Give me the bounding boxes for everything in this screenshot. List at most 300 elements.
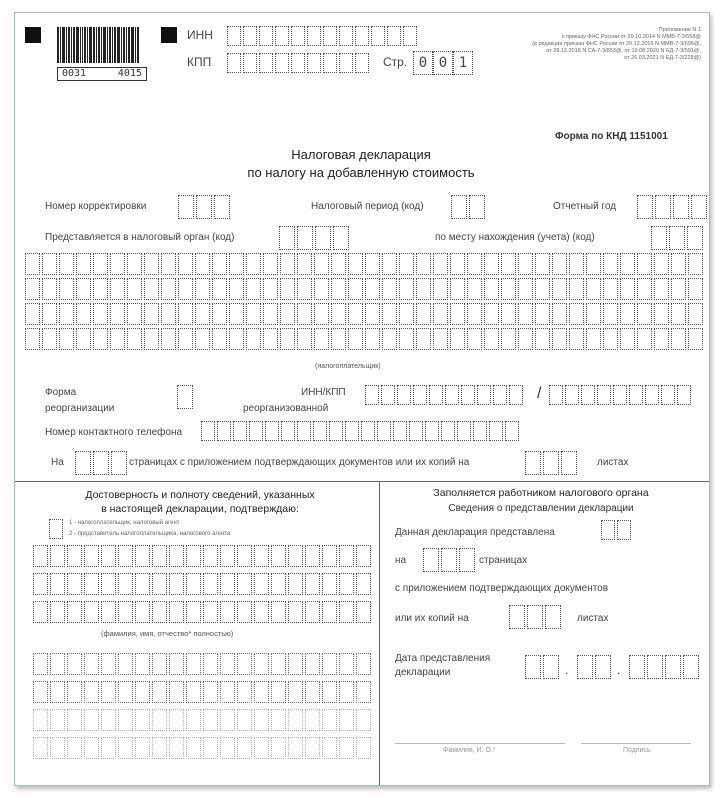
char-cell[interactable] <box>518 328 533 350</box>
signer-type-cell[interactable] <box>49 519 65 539</box>
char-cell[interactable] <box>305 709 320 731</box>
char-cell[interactable] <box>229 278 244 300</box>
char-cell[interactable] <box>322 653 337 675</box>
char-cell[interactable] <box>688 328 703 350</box>
char-cell[interactable] <box>356 681 371 703</box>
char-cell[interactable] <box>314 303 329 325</box>
char-cell[interactable] <box>186 573 201 595</box>
char-cell[interactable] <box>382 278 397 300</box>
char-cell[interactable] <box>101 681 116 703</box>
char-cell[interactable] <box>288 545 303 567</box>
char-cell[interactable] <box>416 303 431 325</box>
char-cell[interactable] <box>620 328 635 350</box>
char-cell[interactable] <box>246 253 261 275</box>
char-cell[interactable] <box>246 278 261 300</box>
submitted-code-cells[interactable] <box>601 520 633 540</box>
char-cell[interactable] <box>263 278 278 300</box>
char-cell[interactable] <box>220 681 235 703</box>
char-cell[interactable] <box>135 681 150 703</box>
char-cell[interactable] <box>416 278 431 300</box>
char-cell[interactable] <box>288 681 303 703</box>
char-cell[interactable] <box>195 278 210 300</box>
char-cell[interactable] <box>152 709 167 731</box>
char-cell[interactable] <box>93 303 108 325</box>
char-cell[interactable] <box>135 545 150 567</box>
char-cell[interactable] <box>42 303 57 325</box>
char-cell[interactable] <box>552 253 567 275</box>
char-cell[interactable] <box>339 709 354 731</box>
char-cell[interactable] <box>203 737 218 759</box>
char-cell[interactable] <box>67 545 82 567</box>
char-cell[interactable] <box>101 601 116 623</box>
char-cell[interactable] <box>50 601 65 623</box>
char-cell[interactable] <box>50 573 65 595</box>
char-cell[interactable] <box>84 545 99 567</box>
char-cell[interactable] <box>237 709 252 731</box>
char-cell[interactable] <box>237 545 252 567</box>
rep-row-4[interactable] <box>33 737 373 759</box>
char-cell[interactable] <box>178 253 193 275</box>
rep-row-1[interactable] <box>33 653 373 675</box>
char-cell[interactable] <box>169 681 184 703</box>
char-cell[interactable] <box>67 709 82 731</box>
char-cell[interactable] <box>339 737 354 759</box>
char-cell[interactable] <box>93 278 108 300</box>
char-cell[interactable] <box>637 303 652 325</box>
char-cell[interactable] <box>33 573 48 595</box>
char-cell[interactable] <box>186 653 201 675</box>
location-cells[interactable] <box>651 226 705 250</box>
rep-row-2[interactable] <box>33 681 373 703</box>
char-cell[interactable] <box>356 545 371 567</box>
fio-row-1[interactable] <box>33 545 373 567</box>
char-cell[interactable] <box>433 253 448 275</box>
char-cell[interactable] <box>101 653 116 675</box>
char-cell[interactable] <box>501 328 516 350</box>
char-cell[interactable] <box>671 253 686 275</box>
char-cell[interactable] <box>254 573 269 595</box>
char-cell[interactable] <box>586 303 601 325</box>
char-cell[interactable] <box>569 278 584 300</box>
char-cell[interactable] <box>25 303 40 325</box>
taxpayer-row-4[interactable] <box>25 328 705 350</box>
char-cell[interactable] <box>322 601 337 623</box>
char-cell[interactable] <box>50 653 65 675</box>
char-cell[interactable] <box>314 328 329 350</box>
char-cell[interactable] <box>212 253 227 275</box>
char-cell[interactable] <box>603 253 618 275</box>
char-cell[interactable] <box>339 573 354 595</box>
char-cell[interactable] <box>399 253 414 275</box>
char-cell[interactable] <box>586 253 601 275</box>
char-cell[interactable] <box>637 278 652 300</box>
char-cell[interactable] <box>110 328 125 350</box>
char-cell[interactable] <box>203 653 218 675</box>
char-cell[interactable] <box>67 573 82 595</box>
char-cell[interactable] <box>254 545 269 567</box>
char-cell[interactable] <box>84 601 99 623</box>
reorg-inn-cells[interactable] <box>365 385 525 405</box>
char-cell[interactable] <box>280 328 295 350</box>
char-cell[interactable] <box>135 653 150 675</box>
char-cell[interactable] <box>93 328 108 350</box>
char-cell[interactable] <box>101 545 116 567</box>
char-cell[interactable] <box>535 278 550 300</box>
char-cell[interactable] <box>365 253 380 275</box>
char-cell[interactable] <box>305 653 320 675</box>
taxpayer-name-grid[interactable] <box>25 253 705 350</box>
char-cell[interactable] <box>169 709 184 731</box>
char-cell[interactable] <box>127 328 142 350</box>
char-cell[interactable] <box>356 653 371 675</box>
char-cell[interactable] <box>467 328 482 350</box>
tax-authority-cells[interactable] <box>279 226 351 250</box>
taxpayer-row-1[interactable] <box>25 253 705 275</box>
char-cell[interactable] <box>569 328 584 350</box>
char-cell[interactable] <box>186 601 201 623</box>
char-cell[interactable] <box>135 573 150 595</box>
char-cell[interactable] <box>280 253 295 275</box>
pages-count-cells[interactable] <box>75 451 129 475</box>
char-cell[interactable] <box>84 737 99 759</box>
char-cell[interactable] <box>135 737 150 759</box>
char-cell[interactable] <box>25 328 40 350</box>
char-cell[interactable] <box>348 278 363 300</box>
char-cell[interactable] <box>169 601 184 623</box>
char-cell[interactable] <box>271 681 286 703</box>
char-cell[interactable] <box>263 253 278 275</box>
char-cell[interactable] <box>535 253 550 275</box>
char-cell[interactable] <box>42 278 57 300</box>
char-cell[interactable] <box>169 573 184 595</box>
char-cell[interactable] <box>42 253 57 275</box>
char-cell[interactable] <box>322 681 337 703</box>
char-cell[interactable] <box>339 601 354 623</box>
char-cell[interactable] <box>186 709 201 731</box>
char-cell[interactable] <box>67 737 82 759</box>
char-cell[interactable] <box>356 737 371 759</box>
char-cell[interactable] <box>76 328 91 350</box>
char-cell[interactable] <box>169 653 184 675</box>
char-cell[interactable] <box>84 573 99 595</box>
kpp-cells[interactable] <box>227 53 371 73</box>
char-cell[interactable] <box>339 545 354 567</box>
char-cell[interactable] <box>76 278 91 300</box>
char-cell[interactable] <box>229 303 244 325</box>
char-cell[interactable] <box>271 545 286 567</box>
char-cell[interactable] <box>127 278 142 300</box>
char-cell[interactable] <box>42 328 57 350</box>
char-cell[interactable] <box>59 328 74 350</box>
char-cell[interactable] <box>484 303 499 325</box>
char-cell[interactable] <box>552 278 567 300</box>
char-cell[interactable] <box>305 545 320 567</box>
char-cell[interactable] <box>450 328 465 350</box>
char-cell[interactable] <box>552 328 567 350</box>
char-cell[interactable] <box>280 303 295 325</box>
char-cell[interactable] <box>84 681 99 703</box>
char-cell[interactable] <box>152 681 167 703</box>
char-cell[interactable] <box>433 303 448 325</box>
char-cell[interactable] <box>331 278 346 300</box>
char-cell[interactable] <box>356 573 371 595</box>
char-cell[interactable] <box>220 601 235 623</box>
char-cell[interactable] <box>118 653 133 675</box>
office-pages-cells[interactable] <box>423 548 477 572</box>
char-cell[interactable] <box>535 303 550 325</box>
char-cell[interactable] <box>399 328 414 350</box>
char-cell[interactable] <box>501 303 516 325</box>
char-cell[interactable] <box>671 328 686 350</box>
char-cell[interactable] <box>535 328 550 350</box>
char-cell[interactable] <box>203 545 218 567</box>
rep-row-3[interactable] <box>33 709 373 731</box>
char-cell[interactable] <box>467 253 482 275</box>
char-cell[interactable] <box>586 278 601 300</box>
representative-grid[interactable] <box>33 653 373 759</box>
char-cell[interactable] <box>569 253 584 275</box>
char-cell[interactable] <box>688 253 703 275</box>
char-cell[interactable] <box>603 303 618 325</box>
char-cell[interactable] <box>178 303 193 325</box>
char-cell[interactable] <box>348 328 363 350</box>
char-cell[interactable] <box>467 278 482 300</box>
char-cell[interactable] <box>50 737 65 759</box>
char-cell[interactable] <box>263 303 278 325</box>
char-cell[interactable] <box>152 653 167 675</box>
char-cell[interactable] <box>271 709 286 731</box>
char-cell[interactable] <box>569 303 584 325</box>
taxpayer-row-3[interactable] <box>25 303 705 325</box>
char-cell[interactable] <box>254 601 269 623</box>
char-cell[interactable] <box>305 737 320 759</box>
date-day-cells[interactable] <box>525 655 561 679</box>
char-cell[interactable] <box>101 737 116 759</box>
char-cell[interactable] <box>161 303 176 325</box>
char-cell[interactable] <box>654 328 669 350</box>
char-cell[interactable] <box>229 328 244 350</box>
char-cell[interactable] <box>237 573 252 595</box>
char-cell[interactable] <box>288 573 303 595</box>
char-cell[interactable] <box>169 545 184 567</box>
char-cell[interactable] <box>433 328 448 350</box>
char-cell[interactable] <box>297 303 312 325</box>
char-cell[interactable] <box>314 253 329 275</box>
char-cell[interactable] <box>152 545 167 567</box>
char-cell[interactable] <box>101 709 116 731</box>
char-cell[interactable] <box>263 328 278 350</box>
char-cell[interactable] <box>118 573 133 595</box>
char-cell[interactable] <box>110 253 125 275</box>
char-cell[interactable] <box>382 328 397 350</box>
char-cell[interactable] <box>620 303 635 325</box>
char-cell[interactable] <box>152 601 167 623</box>
char-cell[interactable] <box>237 653 252 675</box>
char-cell[interactable] <box>25 278 40 300</box>
char-cell[interactable] <box>484 253 499 275</box>
tax-period-cells[interactable] <box>451 195 487 219</box>
char-cell[interactable] <box>186 737 201 759</box>
char-cell[interactable] <box>195 328 210 350</box>
char-cell[interactable] <box>433 278 448 300</box>
char-cell[interactable] <box>229 253 244 275</box>
char-cell[interactable] <box>161 328 176 350</box>
char-cell[interactable] <box>671 278 686 300</box>
char-cell[interactable] <box>348 253 363 275</box>
char-cell[interactable] <box>161 278 176 300</box>
char-cell[interactable] <box>254 709 269 731</box>
char-cell[interactable] <box>314 278 329 300</box>
char-cell[interactable] <box>84 709 99 731</box>
char-cell[interactable] <box>518 253 533 275</box>
char-cell[interactable] <box>416 328 431 350</box>
char-cell[interactable] <box>288 709 303 731</box>
char-cell[interactable] <box>603 328 618 350</box>
char-cell[interactable] <box>254 737 269 759</box>
char-cell[interactable] <box>33 545 48 567</box>
char-cell[interactable] <box>212 278 227 300</box>
char-cell[interactable] <box>220 653 235 675</box>
char-cell[interactable] <box>76 303 91 325</box>
char-cell[interactable] <box>654 303 669 325</box>
char-cell[interactable] <box>144 328 159 350</box>
char-cell[interactable] <box>186 545 201 567</box>
char-cell[interactable] <box>118 545 133 567</box>
char-cell[interactable] <box>518 303 533 325</box>
char-cell[interactable] <box>76 253 91 275</box>
char-cell[interactable] <box>322 573 337 595</box>
signer-fio-grid[interactable] <box>33 545 373 623</box>
date-year-cells[interactable] <box>629 655 701 679</box>
char-cell[interactable] <box>288 653 303 675</box>
taxpayer-row-2[interactable] <box>25 278 705 300</box>
char-cell[interactable] <box>50 681 65 703</box>
char-cell[interactable] <box>467 303 482 325</box>
char-cell[interactable] <box>169 737 184 759</box>
char-cell[interactable] <box>212 303 227 325</box>
char-cell[interactable] <box>220 737 235 759</box>
char-cell[interactable] <box>450 253 465 275</box>
char-cell[interactable] <box>271 653 286 675</box>
char-cell[interactable] <box>237 681 252 703</box>
char-cell[interactable] <box>237 737 252 759</box>
char-cell[interactable] <box>331 303 346 325</box>
char-cell[interactable] <box>399 278 414 300</box>
char-cell[interactable] <box>620 253 635 275</box>
char-cell[interactable] <box>331 328 346 350</box>
char-cell[interactable] <box>586 328 601 350</box>
char-cell[interactable] <box>135 709 150 731</box>
char-cell[interactable] <box>271 737 286 759</box>
char-cell[interactable] <box>365 303 380 325</box>
char-cell[interactable] <box>637 328 652 350</box>
char-cell[interactable] <box>305 601 320 623</box>
char-cell[interactable] <box>161 253 176 275</box>
char-cell[interactable] <box>271 601 286 623</box>
char-cell[interactable] <box>101 573 116 595</box>
char-cell[interactable] <box>305 681 320 703</box>
char-cell[interactable] <box>288 737 303 759</box>
char-cell[interactable] <box>25 253 40 275</box>
char-cell[interactable] <box>203 601 218 623</box>
char-cell[interactable] <box>110 278 125 300</box>
correction-number-cells[interactable] <box>178 195 232 219</box>
char-cell[interactable] <box>246 328 261 350</box>
char-cell[interactable] <box>688 303 703 325</box>
char-cell[interactable] <box>450 278 465 300</box>
char-cell[interactable] <box>50 709 65 731</box>
char-cell[interactable] <box>382 303 397 325</box>
char-cell[interactable] <box>203 709 218 731</box>
char-cell[interactable] <box>33 737 48 759</box>
char-cell[interactable] <box>127 253 142 275</box>
char-cell[interactable] <box>144 253 159 275</box>
char-cell[interactable] <box>195 303 210 325</box>
char-cell[interactable] <box>654 253 669 275</box>
char-cell[interactable] <box>203 681 218 703</box>
fio-row-2[interactable] <box>33 573 373 595</box>
char-cell[interactable] <box>118 737 133 759</box>
char-cell[interactable] <box>59 278 74 300</box>
char-cell[interactable] <box>484 278 499 300</box>
char-cell[interactable] <box>322 709 337 731</box>
char-cell[interactable] <box>237 601 252 623</box>
reorg-form-cells[interactable] <box>177 385 195 409</box>
char-cell[interactable] <box>220 545 235 567</box>
char-cell[interactable] <box>280 278 295 300</box>
char-cell[interactable] <box>118 681 133 703</box>
contact-phone-cells[interactable] <box>201 421 521 441</box>
char-cell[interactable] <box>365 328 380 350</box>
char-cell[interactable] <box>297 253 312 275</box>
office-sheets-cells[interactable] <box>509 605 563 629</box>
char-cell[interactable] <box>127 303 142 325</box>
char-cell[interactable] <box>33 709 48 731</box>
char-cell[interactable] <box>220 573 235 595</box>
char-cell[interactable] <box>552 303 567 325</box>
char-cell[interactable] <box>152 573 167 595</box>
char-cell[interactable] <box>186 681 201 703</box>
char-cell[interactable] <box>484 328 499 350</box>
char-cell[interactable] <box>33 601 48 623</box>
sheets-count-cells[interactable] <box>525 451 579 475</box>
char-cell[interactable] <box>671 303 686 325</box>
char-cell[interactable] <box>356 601 371 623</box>
char-cell[interactable] <box>603 278 618 300</box>
char-cell[interactable] <box>50 545 65 567</box>
char-cell[interactable] <box>305 573 320 595</box>
char-cell[interactable] <box>33 681 48 703</box>
char-cell[interactable] <box>135 601 150 623</box>
char-cell[interactable] <box>93 253 108 275</box>
fio-row-3[interactable] <box>33 601 373 623</box>
char-cell[interactable] <box>322 545 337 567</box>
char-cell[interactable] <box>67 601 82 623</box>
char-cell[interactable] <box>297 278 312 300</box>
char-cell[interactable] <box>254 681 269 703</box>
char-cell[interactable] <box>339 681 354 703</box>
reorg-kpp-cells[interactable] <box>549 385 693 405</box>
char-cell[interactable] <box>59 253 74 275</box>
char-cell[interactable] <box>322 737 337 759</box>
char-cell[interactable] <box>348 303 363 325</box>
char-cell[interactable] <box>67 653 82 675</box>
char-cell[interactable] <box>152 737 167 759</box>
char-cell[interactable] <box>144 278 159 300</box>
char-cell[interactable] <box>382 253 397 275</box>
char-cell[interactable] <box>110 303 125 325</box>
char-cell[interactable] <box>297 328 312 350</box>
